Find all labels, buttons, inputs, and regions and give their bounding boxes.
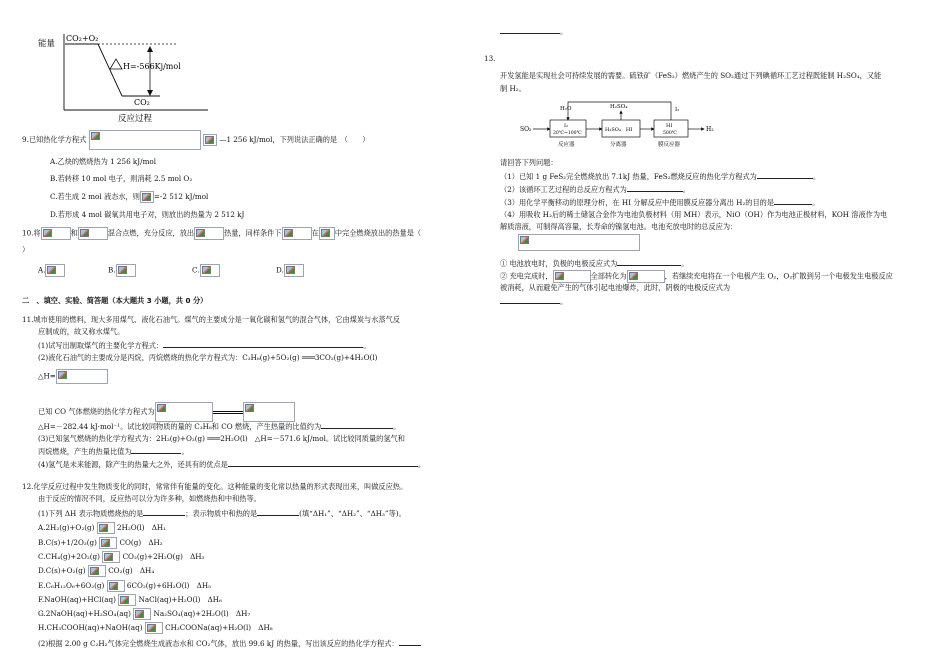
q13-reaction-image [518, 234, 640, 251]
image-placeholder-icon [56, 369, 108, 384]
q11-line: 应制成的，故又称水煤气。 [38, 327, 125, 336]
q11-part1: (1)试写出制取煤气的主要化学方程式： 。 [38, 341, 371, 350]
q9-stem: 9.已知热化学方程式 —1 256 kJ/mol，下列说法正确的是 （ ） [22, 130, 369, 150]
reaction-arrow [213, 411, 243, 414]
svg-text:I₂: I₂ [675, 107, 680, 113]
q11-part3-cont: 丙烷燃烧，产生的热量比值为 。 [38, 447, 189, 456]
image-placeholder-icon [45, 264, 65, 277]
q13-number: 13. [484, 54, 496, 63]
q10-close: ） [22, 245, 30, 254]
q13-part2: （2）该循环工艺过程的总反应方程式为 。 [500, 185, 690, 194]
q11-ratio: △H=－282.44 kJ·mol⁻¹。试比较同物质的量的 C₃H₈和 CO 燃烧，产生热量的比值约为 。 [38, 422, 401, 431]
svg-text:HI: HI [666, 123, 673, 129]
q11-part4: (4)氢气是未来能源，除产生的热量大之外，还具有的优点是 。 [38, 460, 426, 469]
q12-option-e[interactable]: E.C₆H₁₂O₆+6O₂(g) 6CO₂(g)+6H₂O(l) ΔH₅ [38, 581, 212, 590]
q12-option-h[interactable]: H.CH₃COOH(aq)+NaOH(aq) CH₃COONa(aq)+H₂O(l) ΔH₈ [38, 623, 273, 632]
q9-option-c[interactable]: C.若生成 2 mol 液态水，则 =-2 512 kJ/mol [50, 192, 209, 201]
answer-blank[interactable] [143, 508, 185, 516]
q11-delta-h: △H= [38, 369, 108, 384]
equation-image [155, 402, 213, 422]
q12-part2: (2)根据 2.00 g C₂H₂气体完全燃烧生成液态水和 CO₂气体，放出 99.6 kJ 的热量，写出该反应的热化学方程式： [38, 638, 421, 648]
answer-blank[interactable] [228, 459, 418, 467]
q12-line: 12.化学反应过程中发生物质变化的同时，常常伴有能量的变化。这种能量的变化常以热量的形式表现出来，叫做反应热。 [22, 482, 408, 491]
image-placeholder-icon [41, 227, 71, 240]
image-placeholder-icon [145, 622, 163, 634]
diagram-delta-h: H=-566Kj/mol [123, 62, 181, 71]
diagram-xlabel: 反应过程 [118, 114, 153, 122]
svg-text:500℃: 500℃ [663, 131, 677, 136]
q11-part2: (2)液化石油气的主要成分是丙烷，丙烷燃烧的热化学方程式为：C₃H₈(g)+5O₂(g) ═══3CO₂(g)+4H₂O(l) [38, 353, 378, 362]
answer-blank[interactable] [399, 638, 421, 646]
section-heading: 二 、填空、实验、简答题（本大题共 3 小题，共 0 分） [22, 296, 208, 305]
q9-option-a[interactable]: A.乙炔的燃烧热为 1 256 kJ/mol [50, 157, 157, 166]
answer-blank[interactable] [257, 508, 299, 516]
image-placeholder-icon [200, 264, 220, 277]
delta-triangle-icon [110, 59, 122, 69]
flow-h2: H₂ [706, 126, 714, 133]
image-placeholder-icon [319, 227, 335, 240]
image-placeholder-icon [116, 264, 136, 277]
q12-option-b[interactable]: B.C(s)+1/2O₂(g) CO(g) ΔH₂ [38, 538, 163, 547]
q13-line: 开发氢能是实现社会可持续发展的需要。硫铁矿（FeS₂）燃烧产生的 SO₂通过下列碘循环工艺过程既能制 H₂SO₄，又能 [500, 71, 882, 80]
image-placeholder-icon [284, 264, 304, 277]
image-placeholder-icon [107, 580, 125, 592]
answer-blank[interactable] [757, 171, 813, 179]
q12-line: 由于反应的情况不同，反应热可以分为许多种，如燃烧热和中和热等。 [38, 494, 261, 503]
continued-blank: 。 [500, 26, 567, 36]
flow-so2: SO₂ [520, 126, 532, 133]
image-placeholder-icon [194, 227, 224, 240]
q10-option-b[interactable]: B. [108, 264, 136, 277]
q13-sub2: ② 充电完成时， 全部转化为 ，若继续充电将在一个电极产生 O₂，O₂扩散到另一个电极发生电极反应 [500, 270, 893, 283]
q12-option-g[interactable]: G.2NaOH(aq)+H₂SO₄(aq) Na₂SO₄(aq)+2H₂O(l) ΔH₇ [38, 609, 251, 618]
q13-part4: （4）用吸收 H₂后的稀土储氢合金作为电池负极材料（用 MH）表示，NiO（OH）作为电池正极材料，KOH 溶液作为电 [500, 210, 888, 219]
q13-prompt: 请回答下列问题： [500, 158, 558, 167]
answer-blank[interactable] [617, 258, 681, 266]
diagram-top-species: CO₂+O₂ [66, 34, 99, 43]
q12-option-d[interactable]: D.C(s)+O₂(g) CO₂(g) ΔH₄ [38, 566, 155, 575]
q12-part1: (1)下列 ΔH 表示物质燃烧热的是 ；表示物质中和热的是 (填“ΔH₁”、“ΔH₂”、“ΔH₃”等)。 [38, 509, 406, 518]
svg-text:分离器: 分离器 [610, 142, 627, 148]
image-placeholder-icon [627, 270, 665, 283]
q11-line: 11.城市使用的燃料，现大多用煤气、液化石油气。煤气的主要成分是一氧化碳和氢气的混合气体，它由煤炭与水蒸气反 [22, 315, 400, 324]
answer-blank[interactable] [131, 446, 181, 454]
q13-final-blank: 。 [500, 296, 567, 306]
q12-option-c[interactable]: C.CH₄(g)+2O₂(g) CO₂(g)+2H₂O(g) ΔH₃ [38, 552, 205, 561]
q13-sub1: ① 电池放电时，负极的电极反应式为 。 [500, 259, 689, 268]
svg-text:I₂: I₂ [564, 123, 568, 129]
image-placeholder-icon [99, 537, 117, 549]
q10-option-a[interactable]: A. [38, 264, 65, 277]
equation-image [243, 402, 295, 422]
diagram-ylabel: 能量 [38, 39, 56, 49]
diagram-bottom-species: CO₂ [134, 98, 150, 107]
q12-option-a[interactable]: A.2H₂(g)+O₂(g) 2H₂O(l) ΔH₁ [38, 523, 167, 532]
q12-option-f[interactable]: F.NaOH(aq)+HCl(aq) NaCl(aq)+H₂O(l) ΔH₆ [38, 595, 222, 604]
image-placeholder-icon [133, 608, 151, 620]
equation-image [518, 234, 640, 251]
answer-blank[interactable] [627, 184, 683, 192]
q11-co-equation: 已知 CO 气体燃烧的热化学方程式为 [38, 402, 295, 422]
image-placeholder-icon [203, 134, 217, 146]
answer-blank[interactable] [500, 296, 560, 304]
image-placeholder-icon [118, 594, 136, 606]
q9-option-b[interactable]: B.若转移 10 mol 电子，则消耗 2.5 mol O₂ [50, 174, 193, 183]
energy-diagram [38, 30, 218, 122]
iodine-cycle-flowchart [520, 98, 720, 148]
answer-blank[interactable] [163, 340, 363, 348]
flow-h2so4-out: H₂SO₄ [610, 104, 628, 110]
flow-h2o: H₂O [560, 106, 572, 112]
answer-blank[interactable] [774, 197, 812, 205]
image-placeholder-icon [282, 227, 312, 240]
q13-line: 制 H₂。 [500, 84, 526, 93]
equation-image [89, 130, 201, 150]
q13-part3: （3）用化学平衡移动的原理分析，在 HI 分解反应中使用膜反应器分离出 H₂的目的是 。 [500, 198, 820, 207]
answer-blank[interactable] [321, 421, 393, 429]
svg-text:反应器: 反应器 [558, 142, 575, 148]
q13-sub2-cont: 被消耗，从而避免产生的气体引起电池爆炸，此时，阴极的电极反应式为 [500, 283, 731, 292]
image-placeholder-icon [78, 227, 108, 240]
q13-part1: （1）已知 1 g FeS₂完全燃烧放出 7.1kJ 热量，FeS₂燃烧反应的热化学方程式为 。 [500, 172, 821, 181]
svg-text:20℃~100℃: 20℃~100℃ [553, 131, 582, 136]
image-placeholder-icon [97, 522, 115, 534]
answer-blank[interactable] [500, 26, 560, 34]
q10-option-c[interactable]: C. [192, 264, 220, 277]
q13-part4-cont: 解质溶液，可制得高容量，长寿命的镍氢电池。电池充放电时的总反应为： [500, 222, 738, 231]
image-placeholder-icon [88, 565, 106, 577]
svg-text:H₂SO₄ HI: H₂SO₄ HI [605, 127, 633, 133]
image-placeholder-icon [140, 191, 154, 203]
q10-stem: 10.将 和 混合点燃，充分反应，放出 热量，同样条件下 在 中完全燃烧放出的热量是（ [22, 227, 421, 240]
svg-text:膜反应器: 膜反应器 [658, 142, 681, 148]
q9-option-d[interactable]: D.若形成 4 mol 碳氧共用电子对，则放出的热量为 2 512 kJ [50, 210, 245, 219]
q10-option-d[interactable]: D. [276, 264, 304, 277]
image-placeholder-icon [102, 551, 120, 563]
image-placeholder-icon [553, 270, 591, 283]
q11-part3: (3)已知氢气燃烧的热化学方程式为：2H₂(g)+O₂(g) ═══2H₂O(l) △H=－571.6 kJ/mol。试比较同质量的氢气和 [38, 434, 405, 443]
